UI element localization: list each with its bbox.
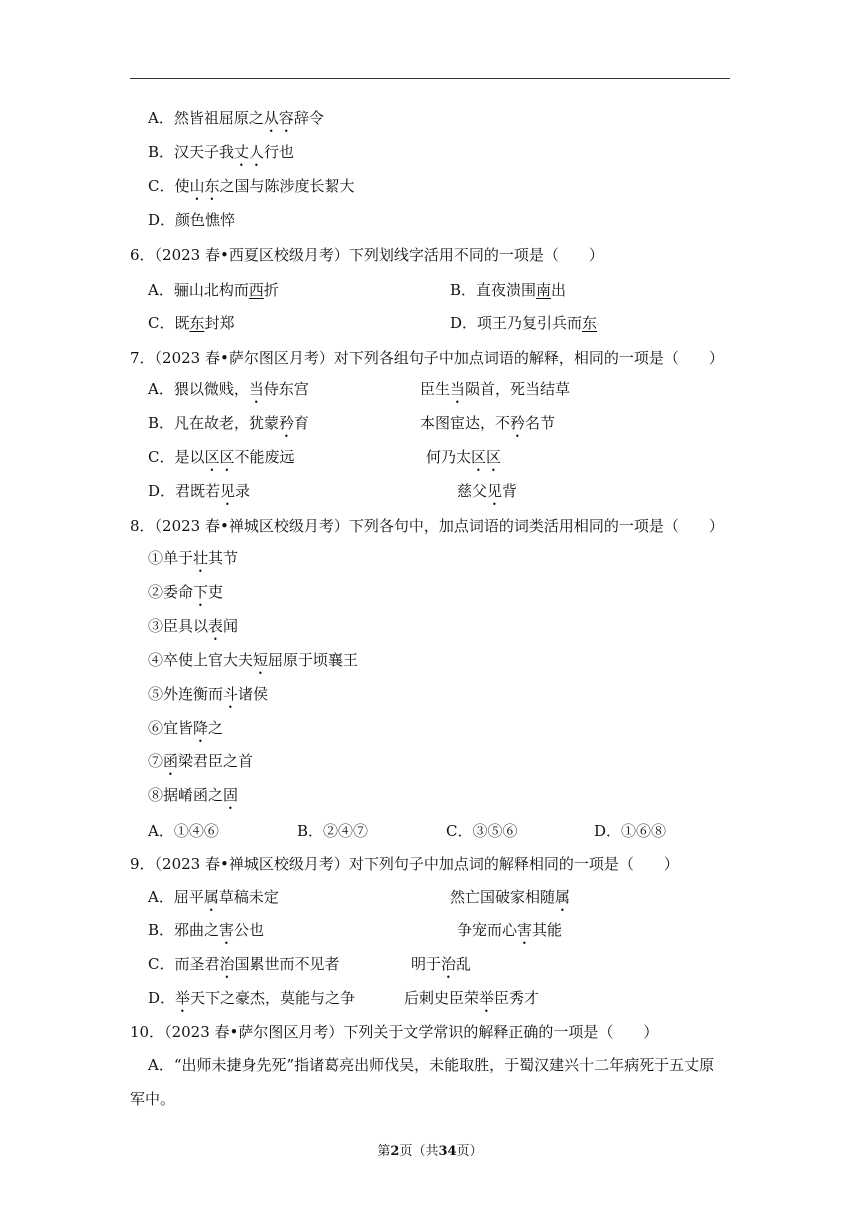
q7-option-b-right: 本图宦达，不矜名节 [420,414,556,432]
q6-option-b: B．直夜溃围南出 [450,281,567,299]
q6-option-a: A．骊山北构而西折 [148,281,279,299]
q5-option-a: A．然皆祖屈原之从容辞令 [148,109,324,127]
q8-item-2: ②委命下吏 [148,583,224,601]
q8-item-8: ⑧据崤函之固 [148,786,239,804]
q6-stem: 6．（2023 春•西夏区校级月考）下列划线字活用不同的一项是（ ） [130,246,604,264]
q7-option-c-right: 何乃太区区 [426,448,502,466]
q8-item-4: ④卒使上官大夫短屈原于顷襄王 [148,651,359,669]
q10-option-a-line1: A．“出师未捷身先死”指诸葛亮出师伐吴，未能取胜，于蜀汉建兴十二年病死于五丈原 [148,1056,715,1074]
q8-item-1: ①单于壮其节 [148,549,239,567]
q7-option-d-left: D．君既若见录 [148,482,251,500]
q5-option-c: C．使山东之国与陈涉度长絜大 [148,177,355,195]
q8-item-7: ⑦函梁君臣之首 [148,752,254,770]
q8-item-6: ⑥宜皆降之 [148,719,224,737]
page-footer: 第2页（共34页） [377,1144,483,1159]
q9-option-d-right: 后刺史臣荣举臣秀才 [404,989,540,1007]
q6-option-d: D．项王乃复引兵而东 [450,314,598,332]
q7-option-a-left: A．猥以微贱，当侍东宫 [148,380,309,398]
q8-item-5: ⑤外连衡而斗诸侯 [148,685,269,703]
q8-option-b: B．②④⑦ [297,822,369,840]
q8-option-a: A．①④⑥ [148,822,219,840]
q8-item-3: ③臣具以表闻 [148,617,239,635]
q9-option-b-left: B．邪曲之害公也 [148,921,265,939]
header-rule [130,78,730,79]
q10-stem: 10．（2023 春•萨尔图区月考）下列关于文学常识的解释正确的一项是（ ） [130,1023,659,1041]
q7-option-a-right: 臣生当陨首，死当结草 [420,380,571,398]
q8-stem: 8．（2023 春•禅城区校级月考）下列各句中，加点词语的词类活用相同的一项是（ ） [130,517,724,535]
q6-option-c: C．既东封郑 [148,314,235,332]
q9-option-d-left: D．举天下之豪杰，莫能与之争 [148,989,356,1007]
page-total: 34 [438,1144,457,1159]
q8-option-d: D．①⑥⑧ [594,822,667,840]
q7-option-d-right: 慈父见背 [457,482,518,500]
q7-option-b-left: B．凡在故老，犹蒙矜育 [148,414,310,432]
q9-option-b-right: 争宠而心害其能 [457,921,563,939]
q7-option-c-left: C．是以区区不能废远 [148,448,295,466]
q9-option-a-left: A．屈平属草稿未定 [148,888,279,906]
q7-stem: 7．（2023 春•萨尔图区月考）对下列各组句子中加点词语的解释，相同的一项是（ ） [130,349,724,367]
page-number: 2 [390,1144,400,1159]
q9-option-c-right: 明于治乱 [411,955,472,973]
q8-option-c: C．③⑤⑥ [446,822,518,840]
q9-stem: 9．（2023 春•禅城区校级月考）对下列句子中加点词的解释相同的一项是（ ） [130,855,679,873]
q10-option-a-line2: 军中。 [130,1090,176,1108]
q5-option-b: B．汉天子我丈人行也 [148,143,295,161]
q5-option-d: D．颜色憔悴 [148,211,236,229]
q9-option-a-right: 然亡国破家相随属 [450,888,571,906]
q9-option-c-left: C．而圣君治国累世而不见者 [148,955,340,973]
